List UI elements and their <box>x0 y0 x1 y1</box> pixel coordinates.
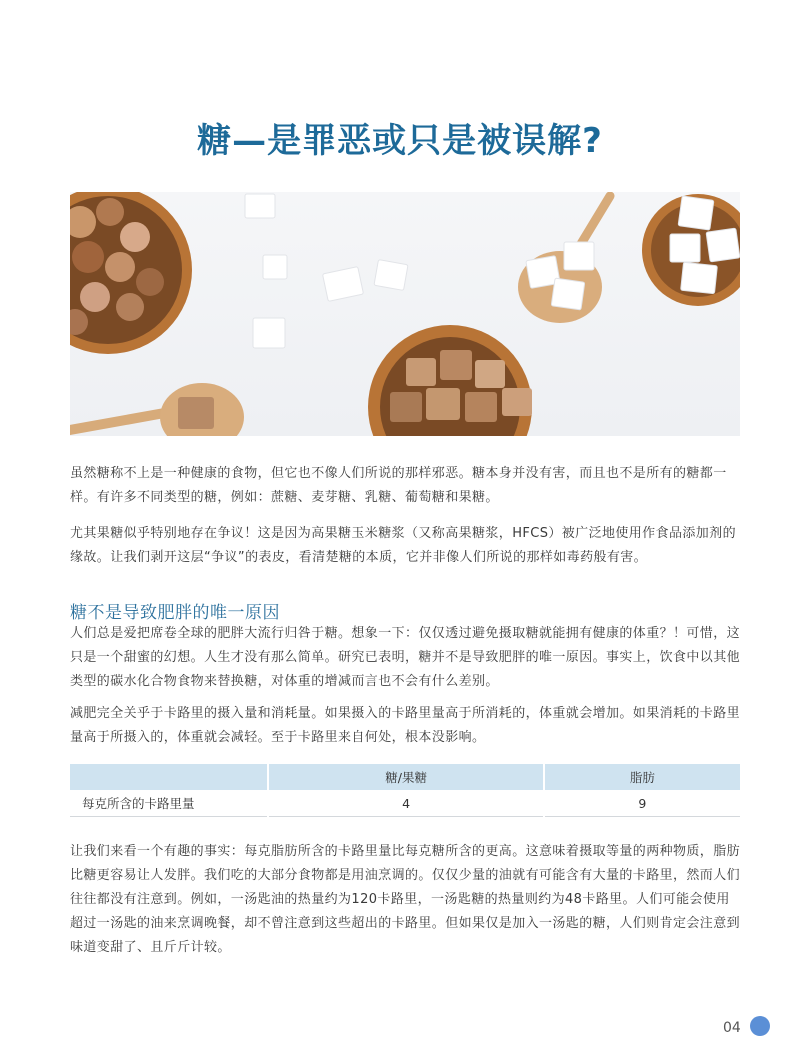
hero-image <box>70 192 740 436</box>
page-title: 糖—是罪恶或只是被误解? <box>197 120 603 161</box>
table-header-empty <box>70 764 268 790</box>
table-header-sugar: 糖/果糖 <box>268 764 543 790</box>
page-dot-icon <box>750 1016 770 1036</box>
page-number: 04 <box>723 1020 741 1036</box>
table-cell-sugar: 4 <box>268 790 543 817</box>
wooden-spoon-icon <box>518 196 610 323</box>
brown-sugar-bowl-icon <box>368 325 532 436</box>
section-heading: 糖不是导致肥胖的唯一原因 <box>70 603 280 623</box>
section-paragraph-1: 人们总是爱把席卷全球的肥胖大流行归咎于糖。想象一下：仅仅透过避免摄取糖就能拥有健康的体重？！可惜，这只是一个甜蜜的幻想。人生才没有那么简单。研究已表明，糖并不是导致肥胖的唯一原因。事实上，饮食中以其他类型的碳水化合物食物来替换糖，对体重的增减而言也不会有什么差别。 <box>70 626 741 689</box>
table-row <box>70 790 740 817</box>
table-row-label: 每克所含的卡路里量 <box>70 790 268 817</box>
sugar-cube-icon <box>245 194 408 348</box>
section-paragraph-2: 减肥完全关乎于卡路里的摄入量和消耗量。如果摄入的卡路里量高于所消耗的，体重就会增加。如果消耗的卡路里量高于所摄入的，体重就会减轻。至于卡路里来自何处，根本没影响。 <box>70 706 741 745</box>
intro-paragraph-2: 尤其果糖似乎特别地存在争议！这是因为高果糖玉米糖浆（又称高果糖浆，HFCS）被广泛地使用作食品添加剂的缘故。让我们剥开这层“争议”的表皮，看清楚糖的本质，它并非像人们所说的那样如毒药般有害。 <box>70 526 736 565</box>
table-header-row <box>70 764 740 790</box>
calorie-table <box>70 764 740 817</box>
sugar-photo <box>70 192 740 436</box>
white-sugar-bowl-icon <box>642 194 740 306</box>
intro-paragraph-1: 虽然糖称不上是一种健康的食物，但它也不像人们所说的那样邪恶。糖本身并没有害，而且也不是所有的糖都一样。有许多不同类型的糖，例如：蔗糖、麦芽糖、乳糖、葡萄糖和果糖。 <box>70 466 727 505</box>
rock-sugar-bowl-icon <box>70 192 192 354</box>
table-cell-fat: 9 <box>544 790 740 817</box>
brown-cube-spoon-icon <box>70 383 244 436</box>
closing-paragraph: 让我们来看一个有趣的事实：每克脂肪所含的卡路里量比每克糖所含的更高。这意味着摄取等量的两种物质，脂肪比糖更容易让人发胖。我们吃的大部分食物都是用油烹调的。仅仅少量的油就有可能含有大量的卡路里，然而人们往往都没有注意到。例如，一汤匙油的热量约为120卡路里，一汤匙糖的热量则约为48卡路里。人们可能会使用超过一汤匙的油来烹调晚餐，却不曾注意到这些超出的卡路里。但如果仅是加入一汤匙的糖，人们则肯定会注意到味道变甜了、且斤斤计较。 <box>70 844 741 955</box>
table-header-fat: 脂肪 <box>544 764 740 790</box>
